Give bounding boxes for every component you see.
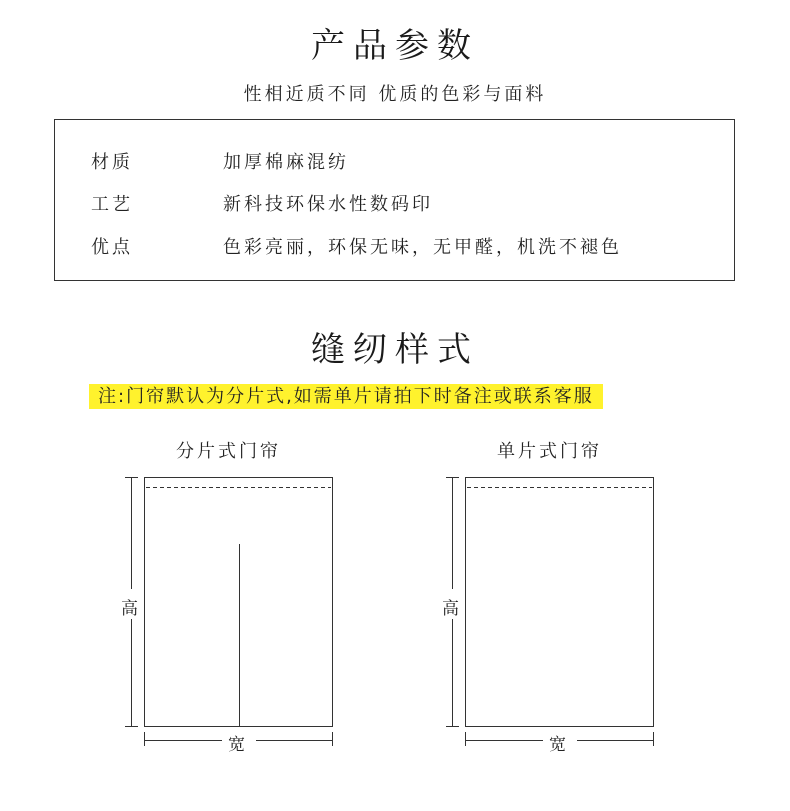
spec-row-craft [55,190,734,220]
split-curtain-panel [145,478,333,727]
split-width-label: 宽 [228,730,245,755]
spec-label: 材质 [91,152,133,173]
params-title: 产品参数 [311,26,479,66]
sewing-note-highlight: 注:门帘默认为分片式,如需单片请拍下时备注或联系客服 [89,384,603,409]
split-height-label: 高 [121,594,138,619]
sewing-title: 缝纫样式 [311,330,479,370]
spec-label: 工艺 [91,194,133,215]
spec-label: 优点 [91,237,133,258]
spec-value: 色彩亮丽，环保无味，无甲醛，机洗不褪色 [223,237,622,258]
spec-table [54,119,735,281]
single-width-label: 宽 [549,730,566,755]
spec-value: 新科技环保水性数码印 [223,194,433,215]
spec-row-advantage [55,233,734,263]
single-height-label: 高 [442,594,459,619]
spec-value: 加厚棉麻混纺 [223,152,349,173]
single-curtain-title: 单片式门帘 [497,441,602,462]
single-curtain-diagram [431,470,671,760]
single-curtain-panel [466,478,654,727]
spec-row-material [55,148,734,178]
split-curtain-title: 分片式门帘 [176,441,281,462]
split-curtain-diagram [110,470,350,760]
params-subtitle: 性相近质不同 优质的色彩与面料 [243,84,547,105]
